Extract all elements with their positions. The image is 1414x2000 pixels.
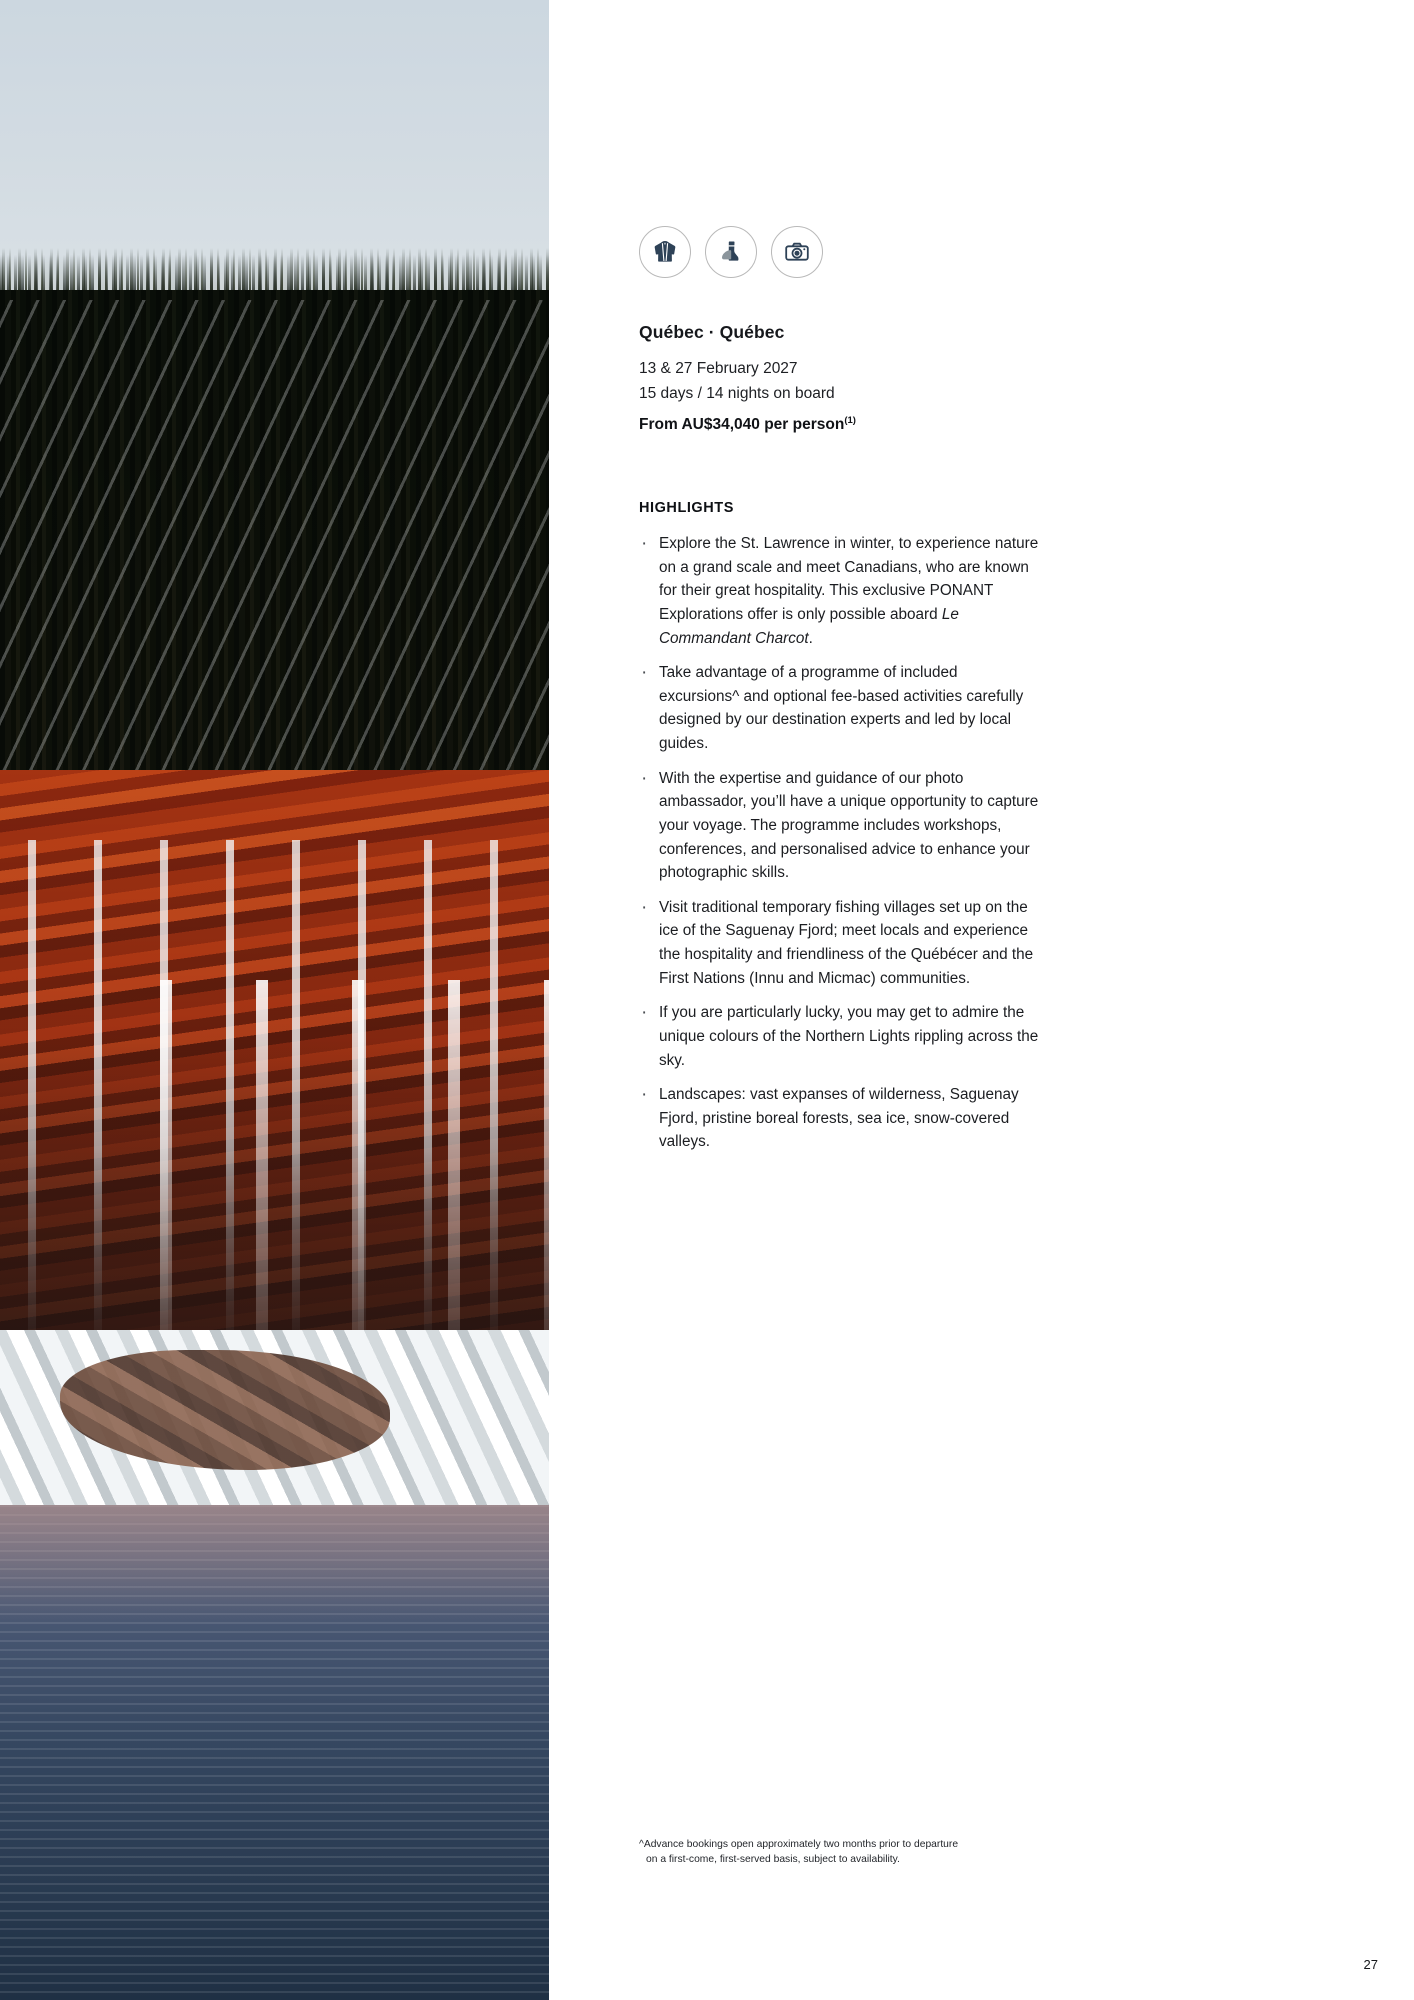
hero-photo (0, 0, 549, 2000)
trip-price (639, 415, 1059, 434)
highlight-text: With the expertise and guidance of our photo ambassador, you’ll have a unique opportunity to capture your voyage. The programme includes workshops, conferences, and personalised advice to enhance your photographic skills. (659, 769, 1039, 882)
highlights-section (639, 500, 1039, 1165)
camera-icon (771, 226, 823, 278)
trip-dates: 13 & 27 February 2027 (639, 360, 798, 377)
list-item (639, 1083, 1039, 1154)
list-item (639, 896, 1039, 991)
highlight-text: Landscapes: vast expanses of wilderness, Saguenay Fjord, pristine boreal forests, sea ice, snow-covered valleys. (659, 1086, 1019, 1151)
highlight-text: If you are particularly lucky, you may get to admire the unique colours of the Northern Lights rippling across the sky. (659, 1004, 1039, 1069)
photo-water-glow (0, 1505, 549, 1625)
parka-icon (639, 226, 691, 278)
list-item (639, 661, 1039, 756)
highlight-text: Explore the St. Lawrence in winter, to experience nature on a grand scale and meet Canadians, who are known for their great hospitality. This exclusive PONANT Explorations offer is only possible aboard (659, 535, 1039, 623)
trip-price-footnote-marker: (1) (844, 415, 856, 427)
trip-price-value: From AU$34,040 per person (639, 416, 845, 434)
highlights-list (639, 532, 1039, 1154)
photo-forest-snow (0, 300, 549, 820)
highlight-text: Visit traditional temporary fishing villages set up on the ice of the Saguenay Fjord; meet locals and experience the hospitality and friendliness of the Québécer and the First Nations (Innu and Micmac) communities. (659, 898, 1034, 987)
list-item (639, 767, 1039, 885)
highlight-text: Take advantage of a programme of included excursions^ and optional fee-based activities carefully designed by our destination experts and led by local guides. (659, 664, 1024, 752)
trip-header (639, 322, 1059, 434)
trip-title: Québec · Québec (639, 322, 785, 342)
list-item (639, 532, 1039, 650)
highlights-heading: HIGHLIGHTS (639, 500, 734, 516)
footnote-line-2: on a first-come, first-served basis, subject to availability. (646, 1853, 900, 1865)
trip-duration: 15 days / 14 nights on board (639, 385, 835, 403)
highlight-italic: Le Commandant Charcot (659, 605, 959, 647)
content-column (549, 0, 1414, 2000)
list-item (639, 1001, 1039, 1072)
footnote-line-1: ^Advance bookings open approximately two months prior to departure (639, 1839, 959, 1850)
page-number: 27 (1363, 1957, 1378, 1972)
activity-icon-row (639, 226, 823, 278)
boot-icon (705, 226, 757, 278)
highlight-text-tail: . (808, 629, 813, 647)
footnote (639, 1838, 1039, 1868)
